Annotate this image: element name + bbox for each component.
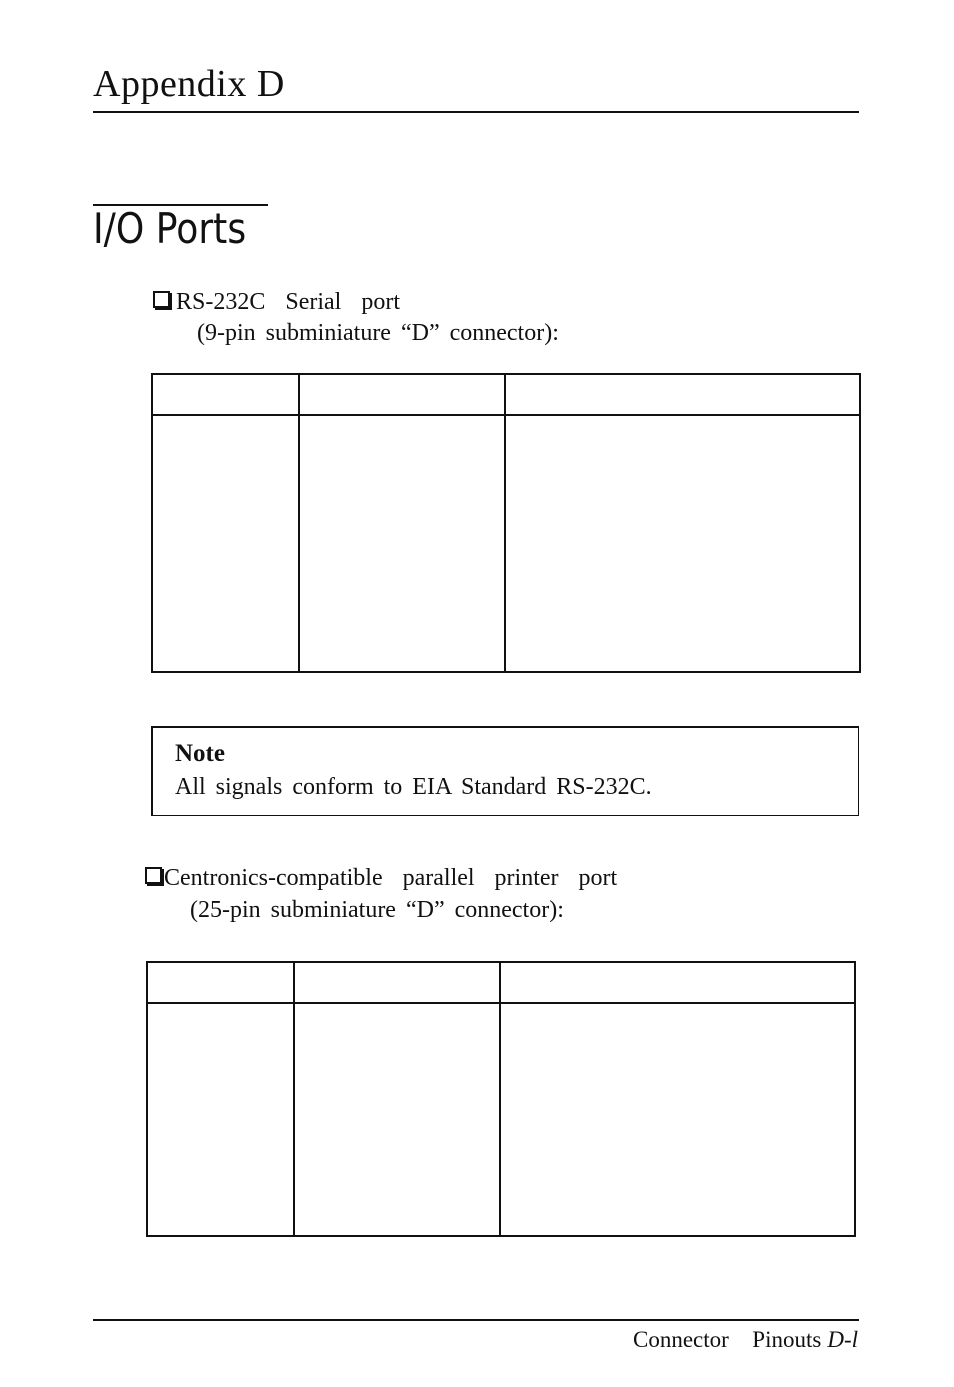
serial-body-cell-description: [505, 415, 860, 672]
parallel-header-cell-description: [500, 962, 855, 1003]
checkbox-bullet-icon: [145, 867, 162, 884]
parallel-port-label: Centronics-compatible parallel printer port: [164, 865, 618, 891]
parallel-table-body-row: [147, 1003, 855, 1236]
footer: [633, 1327, 858, 1353]
parallel-body-cell-pin: [147, 1003, 294, 1236]
parallel-port-item: [145, 865, 617, 892]
parallel-pin-table: [146, 961, 856, 1237]
serial-body-cell-signal: [299, 415, 505, 672]
serial-table-header-row: [152, 374, 860, 415]
parallel-header-cell-pin: [147, 962, 294, 1003]
serial-header-cell-signal: [299, 374, 505, 415]
serial-port-description: (9-pin subminiature “D” connector):: [197, 320, 559, 346]
section-title: I/O Ports: [93, 204, 247, 253]
parallel-body-cell-description: [500, 1003, 855, 1236]
note-text: All signals conform to EIA Standard RS-232C.: [175, 774, 652, 800]
appendix-title: Appendix D: [93, 63, 285, 105]
serial-table-body-row: [152, 415, 860, 672]
parallel-header-cell-signal: [294, 962, 500, 1003]
checkbox-bullet-icon: [153, 291, 170, 308]
serial-body-cell-pin: [152, 415, 299, 672]
serial-header-cell-pin: [152, 374, 299, 415]
parallel-table-header-row: [147, 962, 855, 1003]
footer-page-number: D-l: [827, 1327, 858, 1352]
serial-header-cell-description: [505, 374, 860, 415]
parallel-body-cell-signal: [294, 1003, 500, 1236]
footer-section-name: Connector Pinouts: [632, 1327, 822, 1352]
serial-port-label: RS-232C Serial port: [176, 289, 400, 315]
parallel-port-description: (25-pin subminiature “D” connector):: [190, 897, 564, 923]
footer-rule: [93, 1319, 859, 1321]
serial-port-item: [153, 289, 400, 316]
serial-pin-table: [151, 373, 861, 673]
note-heading: Note: [175, 740, 225, 767]
header-rule: [93, 111, 859, 113]
note-box: [151, 726, 859, 816]
